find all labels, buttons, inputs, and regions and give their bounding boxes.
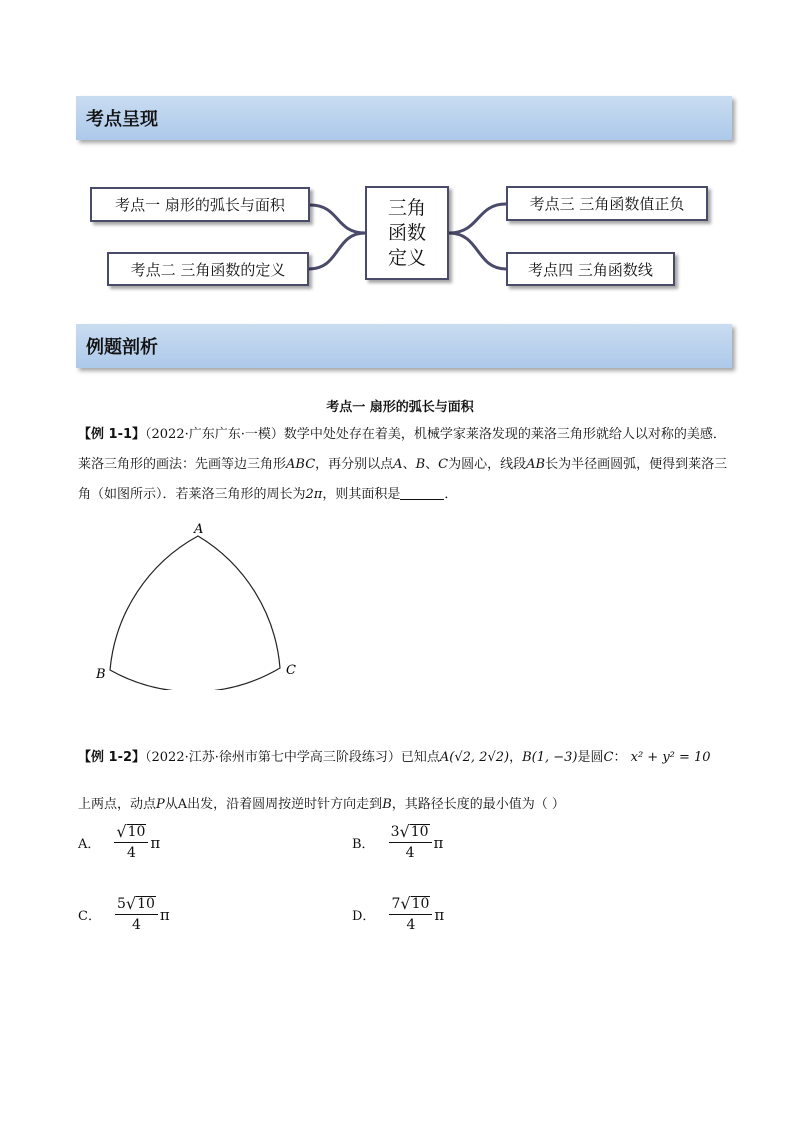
example-1-2-line-2 bbox=[78, 790, 758, 820]
option-fraction bbox=[114, 824, 148, 861]
example-1-1 bbox=[78, 420, 728, 510]
section-title-overview: 考点呈现 bbox=[86, 109, 158, 130]
option-label: D． bbox=[352, 909, 376, 924]
math-triangle: ABC bbox=[286, 457, 316, 472]
mindmap-center-node bbox=[365, 186, 449, 280]
example-text: 是圆 bbox=[577, 750, 604, 765]
option-pi: π bbox=[433, 833, 444, 852]
option-fraction bbox=[115, 896, 158, 933]
math-point: B bbox=[415, 457, 426, 472]
example-source: （2022·广东广东·一模） bbox=[145, 427, 284, 442]
kp1-title: 考点一 扇形的弧长与面积 bbox=[326, 400, 474, 415]
option-radicand: 10 bbox=[411, 896, 430, 912]
mindmap bbox=[0, 0, 800, 320]
label-a: A bbox=[194, 522, 204, 537]
math-point-a-ref: A bbox=[177, 797, 188, 812]
option-label: A． bbox=[78, 837, 101, 852]
section-header-examples bbox=[76, 324, 732, 368]
option-pi: π bbox=[150, 833, 161, 852]
example-text: 数学中处处存在着美，机械学家莱洛发现的莱洛三角形就给人以对称的美感．莱洛三角形的画法：先画等边三角形 bbox=[78, 427, 726, 472]
option-coef: 3 bbox=[390, 824, 400, 840]
example-text: ，其路径长度的最小值为（ ） bbox=[391, 797, 565, 812]
center-line-3: 定义 bbox=[387, 246, 426, 269]
option-pi: π bbox=[159, 905, 170, 924]
example-text: ： bbox=[613, 750, 627, 765]
sqrt-icon: √ bbox=[125, 894, 137, 913]
option-c[interactable] bbox=[78, 896, 170, 933]
label-b: B bbox=[96, 667, 106, 682]
option-label: B． bbox=[352, 837, 375, 852]
option-coef: 7 bbox=[391, 896, 401, 912]
example-text: 上两点，动点 bbox=[78, 797, 157, 812]
connector-4 bbox=[449, 233, 506, 269]
example-text: ， bbox=[509, 750, 523, 765]
sqrt-icon: √ bbox=[399, 822, 410, 841]
example-1-2-line-1 bbox=[78, 743, 758, 773]
option-denominator: 4 bbox=[126, 845, 136, 861]
option-radicand: 10 bbox=[127, 824, 146, 840]
math-circle: C bbox=[603, 750, 614, 765]
connector-2 bbox=[309, 233, 365, 269]
math-perimeter: 2π bbox=[305, 487, 323, 502]
example-text: 、 bbox=[425, 457, 439, 472]
option-radicand: 10 bbox=[137, 896, 155, 912]
label-c: C bbox=[286, 663, 296, 678]
option-fraction bbox=[389, 896, 432, 933]
math-point: A bbox=[393, 457, 403, 472]
example-tag: 【例 1-2】 bbox=[78, 750, 146, 765]
option-b[interactable] bbox=[352, 824, 443, 861]
example-text: ，则其面积是 bbox=[322, 487, 401, 502]
option-fraction bbox=[389, 824, 432, 861]
option-radicand: 10 bbox=[410, 824, 429, 840]
center-line-2: 函数 bbox=[387, 221, 426, 244]
option-pi: π bbox=[434, 905, 445, 924]
example-text: 、 bbox=[402, 457, 416, 472]
example-text: 长为半径画圆弧，便得到莱洛三角（如图所示）．若莱洛三角形的周长为 bbox=[78, 457, 728, 502]
example-text: 已知点 bbox=[400, 750, 440, 765]
reuleaux-outline bbox=[110, 536, 280, 690]
connector-3 bbox=[449, 204, 506, 233]
math-point-a: A(√2, 2√2) bbox=[439, 750, 510, 765]
example-source: （2022·江苏·徐州市第七中学高三阶段练习） bbox=[145, 750, 401, 765]
example-text: ，再分别以点 bbox=[315, 457, 394, 472]
math-point-p: P bbox=[156, 797, 165, 812]
option-denominator: 4 bbox=[405, 845, 415, 861]
math-equation: x² + y² = 10 bbox=[630, 750, 711, 765]
answer-blank bbox=[400, 485, 444, 500]
example-text: 出发，沿着圆周按逆时针方向走到 bbox=[187, 797, 383, 812]
example-text: ． bbox=[444, 487, 458, 502]
example-tag: 【例 1-1】 bbox=[78, 427, 146, 442]
math-point: C bbox=[438, 457, 449, 472]
option-d[interactable] bbox=[352, 896, 444, 933]
math-point-b: B(1, −3) bbox=[522, 750, 578, 765]
sqrt-icon: √ bbox=[116, 822, 127, 841]
option-denominator: 4 bbox=[406, 917, 416, 933]
option-coef: 5 bbox=[116, 896, 126, 912]
option-denominator: 4 bbox=[131, 917, 141, 933]
connector-1 bbox=[310, 205, 365, 233]
center-line-1: 三角 bbox=[387, 196, 426, 219]
mindmap-node-2: 考点二 三角函数的定义 bbox=[107, 252, 309, 286]
mindmap-node-3: 考点三 三角函数值正负 bbox=[506, 186, 708, 221]
option-a[interactable] bbox=[78, 824, 160, 861]
math-segment: AB bbox=[526, 457, 546, 472]
reuleaux-triangle-figure bbox=[90, 520, 310, 690]
example-text: 为圆心，线段 bbox=[448, 457, 527, 472]
mindmap-node-1: 考点一 扇形的弧长与面积 bbox=[90, 187, 310, 222]
math-point-b-ref: B bbox=[382, 797, 392, 812]
sqrt-icon: √ bbox=[400, 894, 411, 913]
example-text: 从 bbox=[164, 797, 178, 812]
option-label: C． bbox=[78, 909, 101, 924]
mindmap-node-4: 考点四 三角函数线 bbox=[506, 252, 675, 286]
section-title-examples: 例题剖析 bbox=[86, 337, 158, 358]
